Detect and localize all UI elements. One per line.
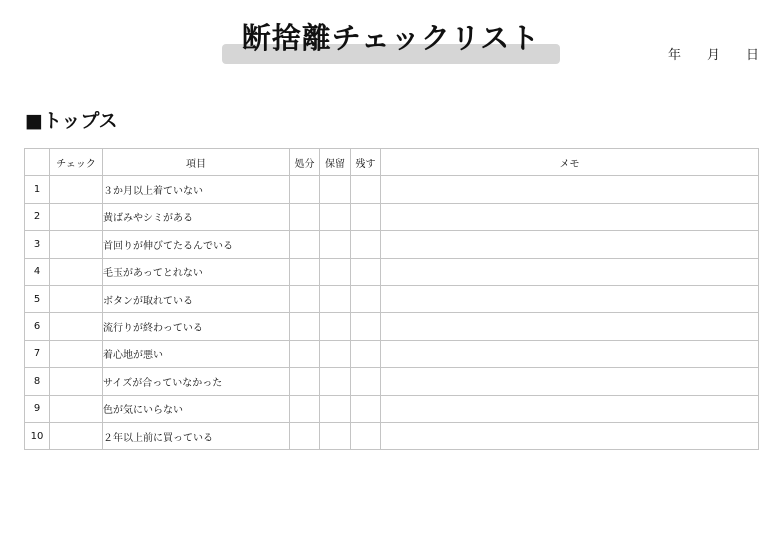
row-number: 3 — [25, 231, 50, 258]
item-cell: ボタンが取れている — [103, 285, 290, 312]
memo-cell[interactable] — [381, 231, 759, 258]
hold-cell[interactable] — [320, 422, 351, 449]
memo-cell[interactable] — [381, 258, 759, 285]
table-row — [25, 258, 759, 285]
memo-cell[interactable] — [381, 176, 759, 203]
row-number: 8 — [25, 368, 50, 395]
hold-cell[interactable] — [320, 313, 351, 340]
check-cell[interactable] — [50, 203, 103, 230]
hold-cell[interactable] — [320, 258, 351, 285]
page-title: 断捨離チェックリスト — [241, 21, 541, 55]
keep-cell[interactable] — [351, 395, 381, 422]
keep-cell[interactable] — [351, 313, 381, 340]
hold-cell[interactable] — [320, 176, 351, 203]
table-row — [25, 203, 759, 230]
table-row — [25, 422, 759, 449]
check-cell[interactable] — [50, 258, 103, 285]
date-day-label: 日 — [746, 48, 760, 63]
row-number: 4 — [25, 258, 50, 285]
memo-cell[interactable] — [381, 368, 759, 395]
dispose-cell[interactable] — [290, 395, 320, 422]
keep-cell[interactable] — [351, 340, 381, 367]
check-cell[interactable] — [50, 422, 103, 449]
memo-cell[interactable] — [381, 285, 759, 312]
check-cell[interactable] — [50, 395, 103, 422]
row-number: 5 — [25, 285, 50, 312]
dispose-cell[interactable] — [290, 368, 320, 395]
column-header-dispose: 処分 — [290, 149, 320, 176]
column-header-hold: 保留 — [320, 149, 351, 176]
memo-cell[interactable] — [381, 340, 759, 367]
hold-cell[interactable] — [320, 203, 351, 230]
table-row — [25, 231, 759, 258]
date-field — [664, 44, 774, 62]
keep-cell[interactable] — [351, 231, 381, 258]
keep-cell[interactable] — [351, 176, 381, 203]
table-row — [25, 313, 759, 340]
dispose-cell[interactable] — [290, 203, 320, 230]
row-number: 10 — [25, 422, 50, 449]
table-row — [25, 340, 759, 367]
check-cell[interactable] — [50, 176, 103, 203]
row-number: 7 — [25, 340, 50, 367]
table-row — [25, 395, 759, 422]
hold-cell[interactable] — [320, 340, 351, 367]
row-number: 2 — [25, 203, 50, 230]
dispose-cell[interactable] — [290, 285, 320, 312]
date-month-label: 月 — [707, 48, 721, 63]
item-cell: サイズが合っていなかった — [103, 368, 290, 395]
table-row — [25, 285, 759, 312]
keep-cell[interactable] — [351, 285, 381, 312]
memo-cell[interactable] — [381, 422, 759, 449]
memo-cell[interactable] — [381, 313, 759, 340]
dispose-cell[interactable] — [290, 231, 320, 258]
check-cell[interactable] — [50, 368, 103, 395]
item-cell: ３か月以上着ていない — [103, 176, 290, 203]
memo-cell[interactable] — [381, 395, 759, 422]
dispose-cell[interactable] — [290, 313, 320, 340]
item-cell: 流行りが終わっている — [103, 313, 290, 340]
memo-cell[interactable] — [381, 203, 759, 230]
dispose-cell[interactable] — [290, 422, 320, 449]
item-cell: 首回りが伸びてたるんでいる — [103, 231, 290, 258]
check-cell[interactable] — [50, 340, 103, 367]
date-year-label: 年 — [668, 48, 682, 63]
column-header-item: 項目 — [103, 149, 290, 176]
check-cell[interactable] — [50, 231, 103, 258]
column-header-memo: メモ — [381, 149, 759, 176]
keep-cell[interactable] — [351, 258, 381, 285]
item-cell: 着心地が悪い — [103, 340, 290, 367]
title-block — [222, 18, 560, 64]
hold-cell[interactable] — [320, 231, 351, 258]
dispose-cell[interactable] — [290, 340, 320, 367]
table-row — [25, 176, 759, 203]
item-cell: 毛玉があってとれない — [103, 258, 290, 285]
item-cell: 色が気にいらない — [103, 395, 290, 422]
hold-cell[interactable] — [320, 285, 351, 312]
column-header-keep: 残す — [351, 149, 381, 176]
keep-cell[interactable] — [351, 422, 381, 449]
check-cell[interactable] — [50, 313, 103, 340]
item-cell: 黄ばみやシミがある — [103, 203, 290, 230]
dispose-cell[interactable] — [290, 258, 320, 285]
hold-cell[interactable] — [320, 368, 351, 395]
column-header-check: チェック — [50, 149, 103, 176]
dispose-cell[interactable] — [290, 176, 320, 203]
row-number: 9 — [25, 395, 50, 422]
row-number: 1 — [25, 176, 50, 203]
table-header-row — [25, 149, 759, 176]
keep-cell[interactable] — [351, 368, 381, 395]
check-cell[interactable] — [50, 285, 103, 312]
hold-cell[interactable] — [320, 395, 351, 422]
section-heading: ■トップス — [25, 110, 118, 132]
checklist-table — [24, 148, 759, 450]
table-row — [25, 368, 759, 395]
item-cell: ２年以上前に買っている — [103, 422, 290, 449]
row-number: 6 — [25, 313, 50, 340]
column-header-number — [25, 149, 50, 176]
keep-cell[interactable] — [351, 203, 381, 230]
